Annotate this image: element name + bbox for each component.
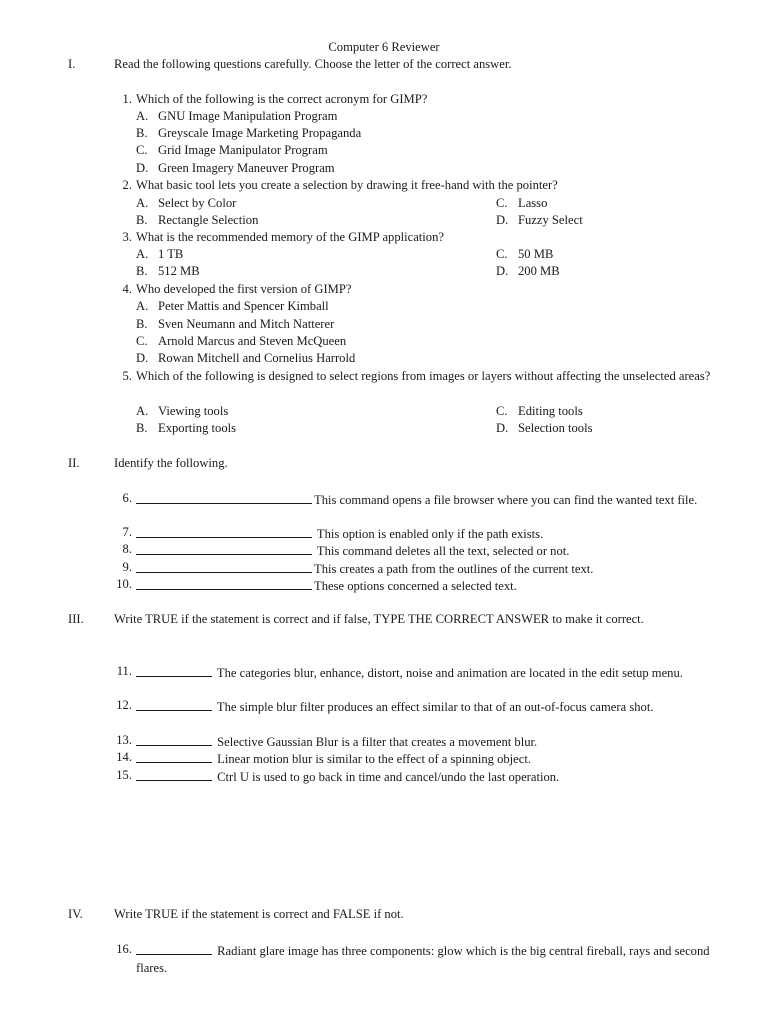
question-text: This command opens a file browser where you can find the wanted text file. — [314, 493, 698, 507]
question-number: 7. — [122, 525, 132, 539]
question-number: 12. — [116, 698, 132, 712]
option-letter: A. — [136, 109, 149, 123]
question-text: Ctrl U is used to go back in time and cancel/undo the last operation. — [217, 770, 560, 784]
option-1d — [136, 160, 335, 177]
question-text: Linear motion blur is similar to the effect of a spinning object. — [217, 752, 531, 766]
section-instruction: Identify the following. — [114, 456, 228, 470]
question-number: 8. — [122, 542, 132, 556]
section-instruction: Write TRUE if the statement is correct and FALSE if not. — [114, 907, 404, 921]
section-number: IV. — [68, 907, 83, 921]
option-letter: C. — [136, 334, 148, 348]
answer-blank[interactable] — [136, 663, 212, 677]
question-text: This option is enabled only if the path exists. — [314, 527, 544, 541]
question-8 — [112, 541, 720, 560]
question-number: 11. — [116, 664, 132, 678]
section-number: I. — [68, 57, 76, 71]
option-text: Select by Color — [158, 196, 237, 210]
question-3 — [112, 229, 720, 246]
option-letter: C. — [496, 247, 508, 261]
section-instruction: Read the following questions carefully. Choose the letter of the correct answer. — [114, 57, 512, 71]
option-text: Selection tools — [518, 421, 593, 435]
option-letter: B. — [136, 317, 148, 331]
page-title: Computer 6 Reviewer — [328, 40, 440, 54]
option-letter: D. — [136, 351, 149, 365]
question-text: Radiant glare image has three components: glow which is the big central fireball, rays and second flares. — [136, 944, 710, 976]
question-number: 16. — [116, 942, 132, 956]
option-2d — [496, 212, 583, 229]
option-3d — [496, 263, 560, 280]
answer-blank[interactable] — [136, 767, 212, 781]
option-letter: A. — [136, 299, 149, 313]
question-number: 4. — [122, 282, 132, 296]
option-letter: D. — [496, 264, 509, 278]
option-letter: B. — [136, 421, 148, 435]
question-text: This creates a path from the outlines of the current text. — [314, 562, 594, 576]
question-number: 10. — [116, 577, 132, 591]
question-text: What basic tool lets you create a selection by drawing it free-hand with the pointer? — [136, 178, 558, 192]
question-number: 2. — [122, 178, 132, 192]
option-text: Exporting tools — [158, 421, 237, 435]
answer-blank[interactable] — [136, 541, 312, 555]
question-number: 3. — [122, 230, 132, 244]
question-text: Who developed the first version of GIMP? — [136, 282, 352, 296]
question-12 — [112, 697, 720, 716]
question-text: Which of the following is designed to select regions from images or layers without affecting the unselected areas? — [136, 369, 711, 383]
question-text: These options concerned a selected text. — [314, 579, 517, 593]
section-3-heading — [68, 611, 718, 628]
option-4d — [136, 350, 355, 367]
question-number: 6. — [122, 491, 132, 505]
question-15 — [112, 767, 720, 786]
option-3a — [136, 246, 183, 263]
question-6 — [112, 490, 720, 509]
option-text: Viewing tools — [158, 404, 229, 418]
option-letter: C. — [496, 196, 508, 210]
section-instruction: Write TRUE if the statement is correct and if false, TYPE THE CORRECT ANSWER to make it correct. — [114, 612, 644, 626]
question-text: The simple blur filter produces an effect similar to that of an out-of-focus camera shot. — [216, 700, 654, 714]
option-2c — [496, 195, 547, 212]
option-5c — [496, 403, 583, 420]
section-1-heading — [68, 56, 718, 73]
option-letter: A. — [136, 404, 149, 418]
question-number: 5. — [122, 369, 132, 383]
answer-blank[interactable] — [136, 559, 312, 573]
option-letter: B. — [136, 213, 148, 227]
option-letter: B. — [136, 264, 148, 278]
section-2-heading — [68, 455, 718, 472]
option-text: Editing tools — [518, 404, 583, 418]
option-letter: A. — [136, 247, 149, 261]
option-text: 512 MB — [158, 264, 200, 278]
option-2a — [136, 195, 236, 212]
option-1b — [136, 125, 361, 142]
option-text: Green Imagery Maneuver Program — [158, 161, 335, 175]
question-number: 15. — [116, 768, 132, 782]
option-letter: A. — [136, 196, 149, 210]
question-16 — [112, 941, 720, 978]
question-14 — [112, 749, 720, 768]
question-text: The categories blur, enhance, distort, noise and animation are located in the edit setup menu. — [216, 666, 683, 680]
question-number: 1. — [122, 92, 132, 106]
question-number: 13. — [116, 733, 132, 747]
question-text: Selective Gaussian Blur is a filter that creates a movement blur. — [217, 735, 538, 749]
answer-blank[interactable] — [136, 576, 312, 590]
option-text: Sven Neumann and Mitch Natterer — [158, 317, 335, 331]
option-text: 50 MB — [518, 247, 554, 261]
question-number: 9. — [122, 560, 132, 574]
option-letter: D. — [496, 421, 509, 435]
option-4c — [136, 333, 346, 350]
question-number: 14. — [116, 750, 132, 764]
option-3c — [496, 246, 553, 263]
answer-blank[interactable] — [136, 732, 212, 746]
question-2 — [112, 177, 720, 194]
option-3b — [136, 263, 200, 280]
question-text: This command deletes all the text, selected or not. — [314, 544, 570, 558]
question-5 — [112, 368, 720, 385]
option-letter: C. — [496, 404, 508, 418]
option-1c — [136, 142, 328, 159]
option-5b — [136, 420, 236, 437]
option-letter: C. — [136, 143, 148, 157]
answer-blank[interactable] — [136, 490, 312, 504]
option-letter: D. — [496, 213, 509, 227]
question-11 — [112, 663, 720, 682]
question-text: What is the recommended memory of the GIMP application? — [136, 230, 444, 244]
question-1 — [112, 91, 720, 108]
question-text: Which of the following is the correct acronym for GIMP? — [136, 92, 428, 106]
option-1a — [136, 108, 337, 125]
option-text: GNU Image Manipulation Program — [158, 109, 338, 123]
option-text: 1 TB — [158, 247, 184, 261]
option-text: Rectangle Selection — [158, 213, 259, 227]
option-5d — [496, 420, 593, 437]
question-4 — [112, 281, 720, 298]
option-text: Fuzzy Select — [518, 213, 583, 227]
option-2b — [136, 212, 258, 229]
option-text: Peter Mattis and Spencer Kimball — [158, 299, 329, 313]
option-letter: B. — [136, 126, 148, 140]
answer-blank[interactable] — [136, 697, 212, 711]
answer-blank[interactable] — [136, 524, 312, 538]
option-text: Arnold Marcus and Steven McQueen — [158, 334, 347, 348]
question-10 — [112, 576, 720, 595]
answer-blank[interactable] — [136, 941, 212, 955]
answer-blank[interactable] — [136, 749, 212, 763]
option-text: 200 MB — [518, 264, 560, 278]
option-text: Rowan Mitchell and Cornelius Harrold — [158, 351, 356, 365]
section-number: III. — [68, 612, 84, 626]
section-number: II. — [68, 456, 80, 470]
section-4-heading — [68, 906, 718, 923]
option-text: Greyscale Image Marketing Propaganda — [158, 126, 362, 140]
option-5a — [136, 403, 228, 420]
option-text: Grid Image Manipulator Program — [158, 143, 328, 157]
option-4a — [136, 298, 329, 315]
option-letter: D. — [136, 161, 149, 175]
option-4b — [136, 316, 334, 333]
option-text: Lasso — [518, 196, 548, 210]
